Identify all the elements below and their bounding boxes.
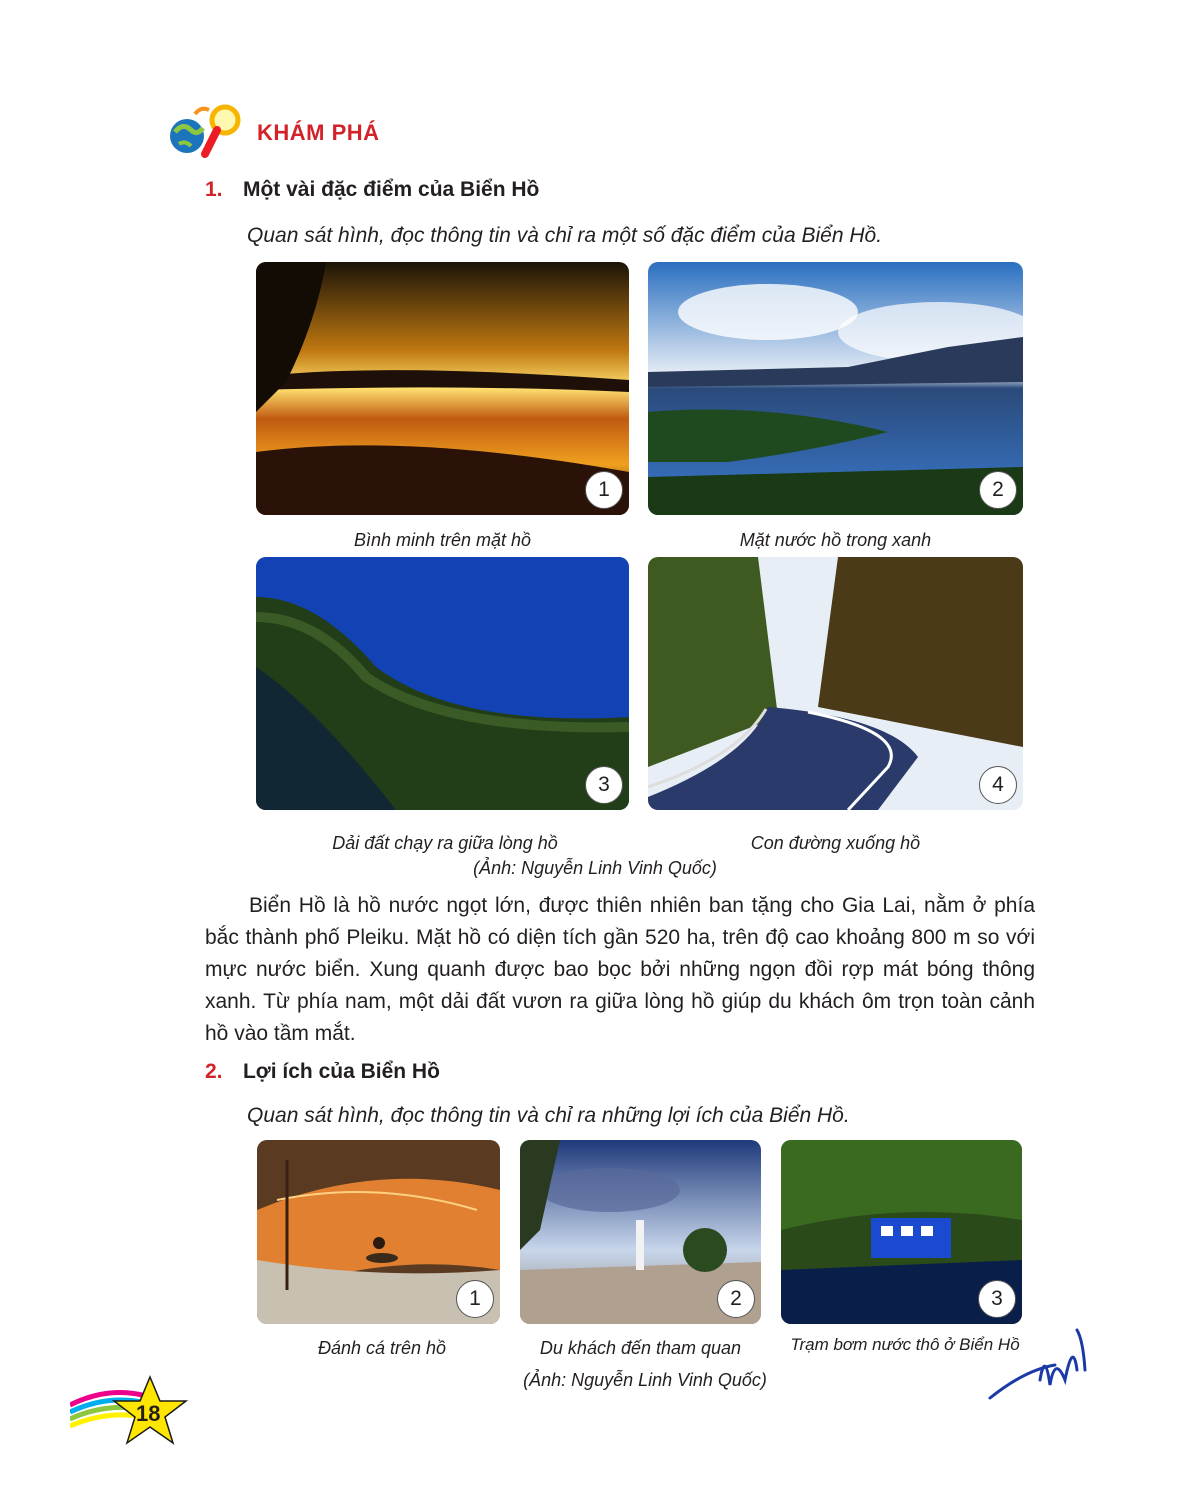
section-2-heading	[205, 1060, 440, 1084]
section-2-number: 2.	[205, 1060, 223, 1083]
section-2-instruction: Quan sát hình, đọc thông tin và chỉ ra những lợi ích của Biển Hồ.	[247, 1104, 850, 1127]
photo-badge: 2	[979, 471, 1017, 509]
photo-caption: Trạm bơm nước thô ở Biển Hồ	[790, 1335, 1020, 1354]
photo-badge: 2	[717, 1280, 755, 1318]
section-1-heading	[205, 178, 539, 202]
signature	[985, 1310, 1095, 1410]
section-heading-title: KHÁM PHÁ	[257, 120, 380, 145]
magnifier-globe-icon	[165, 102, 247, 164]
photo-caption: Mặt nước hồ trong xanh	[739, 530, 932, 550]
photo-tourists	[520, 1140, 761, 1324]
page-number-badge	[70, 1375, 195, 1450]
photo-caption: Bình minh trên mặt hồ	[353, 530, 532, 550]
section-2-title: Lợi ích của Biển Hồ	[242, 1060, 440, 1083]
body-paragraph	[205, 890, 1035, 1050]
photo-road	[648, 557, 1023, 810]
photo-credit: (Ảnh: Nguyễn Linh Vinh Quốc)	[523, 1370, 767, 1390]
photo-blue-lake	[648, 262, 1023, 515]
paragraph-text: Biển Hồ là hồ nước ngọt lớn, được thiên nhiên ban tặng cho Gia Lai, nằm ở phía bắc thành phố Pleiku. Mặt hồ có diện tích gần 520 ha, trên độ cao khoảng 800 m so với mực nước biển. Xung quanh được bao bọc bởi những ngọn đồi rợp mát bóng thông xanh. Từ phía nam, một dải đất vươn ra giữa lòng hồ giúp du khách ôm trọn toàn cảnh hồ vào tầm mắt.	[205, 894, 1035, 1045]
photo-badge: 1	[585, 471, 623, 509]
photo-badge: 1	[456, 1280, 494, 1318]
section-1-instruction: Quan sát hình, đọc thông tin và chỉ ra một số đặc điểm của Biển Hồ.	[247, 224, 883, 247]
section-1-number: 1.	[205, 178, 223, 201]
photo-caption: Đánh cá trên hồ	[317, 1338, 447, 1358]
section-header	[165, 100, 380, 166]
photo-land-strip	[256, 557, 629, 810]
photo-caption: Con đường xuống hồ	[750, 833, 921, 853]
star-rainbow-icon	[70, 1375, 195, 1450]
page-number: 18	[136, 1401, 161, 1426]
photo-sunrise	[256, 262, 629, 515]
photo-badge: 4	[979, 766, 1017, 804]
section-1-title: Một vài đặc điểm của Biển Hồ	[242, 178, 540, 201]
photo-fishing	[257, 1140, 500, 1324]
photo-badge: 3	[978, 1280, 1016, 1318]
photo-caption: Du khách đến tham quan	[539, 1338, 742, 1358]
photo-credit: (Ảnh: Nguyễn Linh Vinh Quốc)	[473, 858, 717, 878]
photo-pump-station	[781, 1140, 1022, 1324]
photo-caption: Dải đất chạy ra giữa lòng hồ	[332, 833, 558, 853]
photo-badge: 3	[585, 766, 623, 804]
